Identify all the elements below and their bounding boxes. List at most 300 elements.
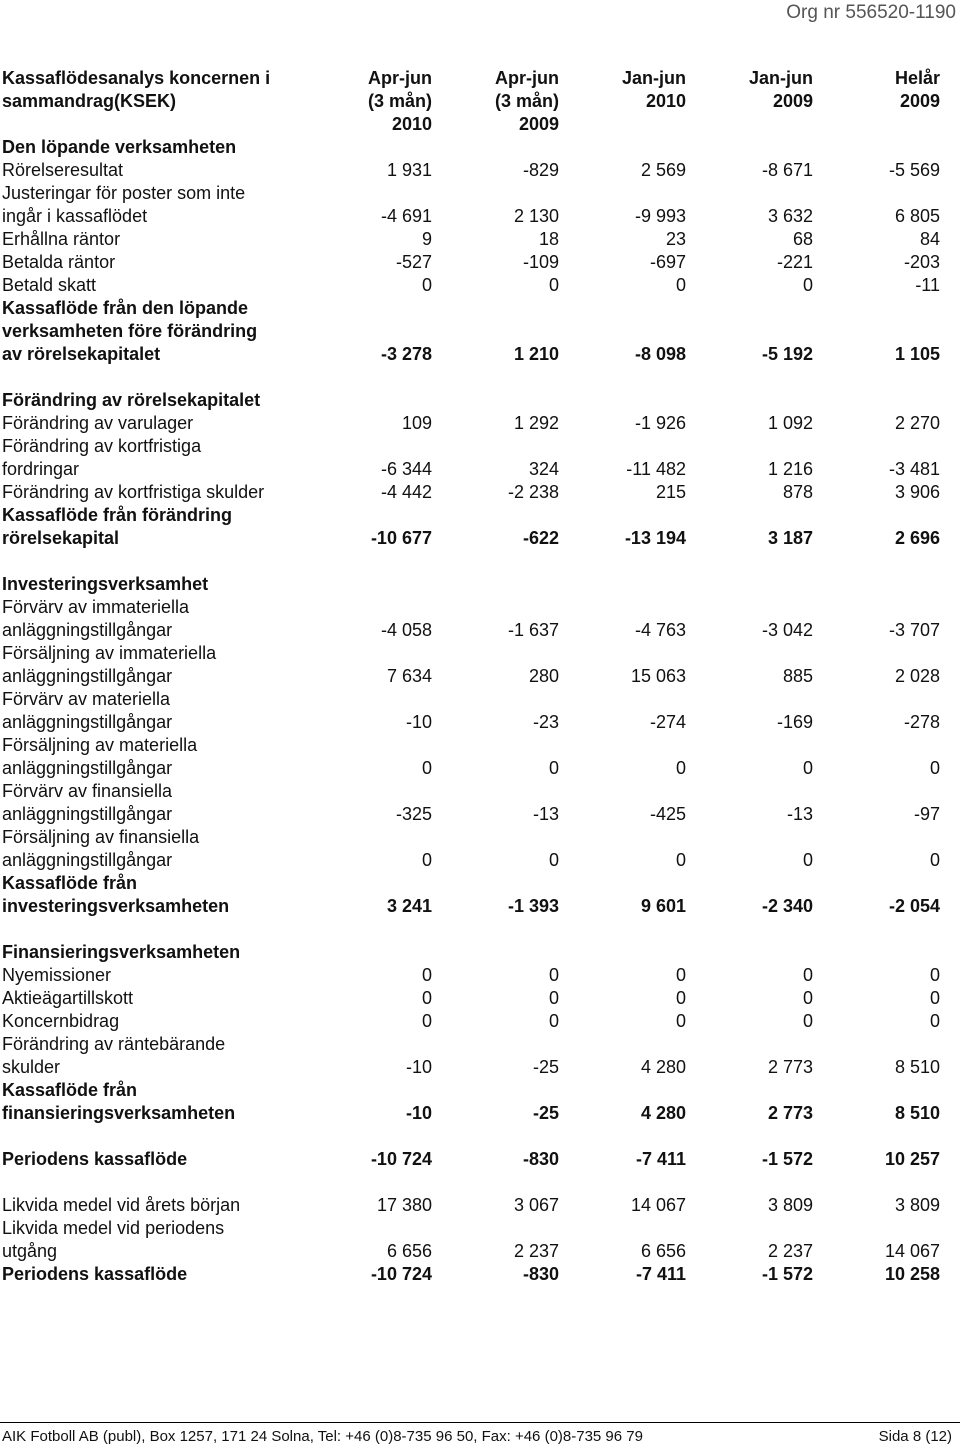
value-cell: 10 257 (884, 1149, 940, 1169)
value-cell: -622 (522, 528, 559, 548)
value-cell: 9 601 (640, 896, 686, 916)
value-cell (340, 573, 432, 596)
value-cell: 0 (548, 758, 559, 778)
value-cell (559, 297, 686, 320)
value-cell: 0 (548, 965, 559, 985)
value-cell (813, 826, 940, 849)
value-cell: -5 192 (761, 344, 813, 364)
value-cell: -10 (405, 1103, 432, 1123)
column-header: (3 mån) (367, 91, 432, 111)
value-cell (340, 182, 432, 205)
value-cell (340, 872, 432, 895)
row-label: Kassaflöde från (2, 873, 138, 893)
value-cell (686, 872, 813, 895)
value-cell: 68 (792, 229, 813, 249)
value-cell (686, 596, 813, 619)
column-header: 2009 (518, 114, 559, 134)
spacer-cell (2, 550, 940, 573)
value-cell: -109 (522, 252, 559, 272)
value-cell (340, 780, 432, 803)
value-cell (432, 1079, 559, 1102)
value-cell: 0 (802, 275, 813, 295)
value-cell (813, 573, 940, 596)
value-cell: 0 (929, 850, 940, 870)
table-title: Kassaflödesanalys koncernen i (2, 68, 271, 88)
table-row (2, 343, 940, 366)
table-row (2, 941, 940, 964)
spacer-cell (2, 918, 940, 941)
value-cell: -1 572 (761, 1149, 813, 1169)
value-cell: -2 238 (507, 482, 559, 502)
value-cell (686, 1217, 813, 1240)
value-cell (559, 596, 686, 619)
value-cell: -6 344 (380, 459, 432, 479)
cash-flow-table (2, 67, 940, 1286)
value-cell: 0 (421, 758, 432, 778)
row-label: anläggningstillgångar (2, 712, 173, 732)
value-cell: -4 442 (380, 482, 432, 502)
header-row (2, 113, 940, 136)
value-cell: 6 805 (894, 206, 940, 226)
value-cell (813, 596, 940, 619)
value-cell: -221 (776, 252, 813, 272)
value-cell: -9 993 (634, 206, 686, 226)
value-cell: 9 (421, 229, 432, 249)
value-cell: 23 (665, 229, 686, 249)
value-cell (559, 826, 686, 849)
value-cell: 0 (548, 988, 559, 1008)
value-cell: 10 258 (884, 1264, 940, 1284)
table-row (2, 1263, 940, 1286)
value-cell: -1 926 (634, 413, 686, 433)
value-cell: 280 (528, 666, 559, 686)
value-cell: 0 (675, 988, 686, 1008)
value-cell: 4 280 (640, 1057, 686, 1077)
value-cell (432, 872, 559, 895)
row-label: Förvärv av materiella (2, 689, 171, 709)
value-cell (559, 872, 686, 895)
row-label: skulder (2, 1057, 61, 1077)
row-label: verksamheten före förändring (2, 321, 258, 341)
table-row (2, 1102, 940, 1125)
table-row (2, 1033, 940, 1056)
value-cell: -10 (405, 1057, 432, 1077)
spacer-row (2, 918, 940, 941)
value-cell (340, 596, 432, 619)
column-header: Jan-jun (621, 68, 686, 88)
value-cell: 2 696 (894, 528, 940, 548)
value-cell (813, 642, 940, 665)
value-cell (686, 1079, 813, 1102)
table-row (2, 688, 940, 711)
value-cell: -1 637 (507, 620, 559, 640)
value-cell: -11 482 (626, 459, 686, 479)
value-cell: -3 042 (761, 620, 813, 640)
table-row (2, 964, 940, 987)
value-cell (559, 780, 686, 803)
row-label: Försäljning av materiella (2, 735, 198, 755)
value-cell (559, 182, 686, 205)
value-cell (813, 1079, 940, 1102)
row-label: Förändring av varulager (2, 413, 194, 433)
table-row (2, 228, 940, 251)
value-cell (813, 320, 940, 343)
value-cell (432, 642, 559, 665)
table-row (2, 458, 940, 481)
row-label: Förändring av räntebärande (2, 1034, 226, 1054)
table-row (2, 205, 940, 228)
value-cell: 8 510 (894, 1057, 940, 1077)
table-row (2, 136, 940, 159)
row-label: Investeringsverksamhet (2, 574, 209, 594)
footer-page-number: Sida 8 (12) (878, 1428, 952, 1445)
value-cell: -25 (532, 1057, 559, 1077)
value-cell (340, 642, 432, 665)
value-cell: 0 (802, 1011, 813, 1031)
value-cell (559, 573, 686, 596)
value-cell: -10 (405, 712, 432, 732)
value-cell (432, 826, 559, 849)
value-cell (340, 297, 432, 320)
value-cell: 14 067 (630, 1195, 686, 1215)
value-cell (432, 941, 559, 964)
value-cell: -13 (532, 804, 559, 824)
value-cell: 0 (421, 965, 432, 985)
value-cell: 885 (782, 666, 813, 686)
value-cell: -4 691 (380, 206, 432, 226)
value-cell (432, 389, 559, 412)
column-header: Jan-jun (748, 68, 813, 88)
value-cell: 84 (919, 229, 940, 249)
value-cell: 0 (929, 988, 940, 1008)
value-cell (340, 941, 432, 964)
row-label: Periodens kassaflöde (2, 1149, 188, 1169)
column-header (686, 113, 813, 136)
table-row (2, 872, 940, 895)
table-row (2, 251, 940, 274)
value-cell (432, 182, 559, 205)
value-cell (559, 941, 686, 964)
value-cell (813, 734, 940, 757)
table-row (2, 274, 940, 297)
table-row (2, 803, 940, 826)
value-cell: 0 (675, 275, 686, 295)
value-cell (340, 734, 432, 757)
value-cell: -697 (649, 252, 686, 272)
column-header: 2009 (899, 91, 940, 111)
value-cell: 0 (421, 275, 432, 295)
value-cell: -1 572 (761, 1264, 813, 1284)
value-cell: -13 194 (624, 528, 686, 548)
value-cell: -1 393 (507, 896, 559, 916)
value-cell: 8 510 (894, 1103, 940, 1123)
column-header (813, 113, 940, 136)
value-cell (340, 1217, 432, 1240)
value-cell: -97 (913, 804, 940, 824)
row-label: Förändring av kortfristiga skulder (2, 482, 265, 502)
table-title (2, 113, 340, 136)
table-row (2, 1010, 940, 1033)
value-cell: 3 809 (894, 1195, 940, 1215)
row-label: Kassaflöde från den löpande (2, 298, 249, 318)
value-cell: 1 216 (767, 459, 813, 479)
value-cell: 2 270 (894, 413, 940, 433)
table-row (2, 320, 940, 343)
value-cell: 878 (782, 482, 813, 502)
value-cell (686, 182, 813, 205)
spacer-cell (2, 366, 940, 389)
row-label: ingår i kassaflödet (2, 206, 148, 226)
table-row (2, 573, 940, 596)
row-label: anläggningstillgångar (2, 758, 173, 778)
table-row (2, 412, 940, 435)
value-cell: 7 634 (386, 666, 432, 686)
value-cell: 1 105 (894, 344, 940, 364)
value-cell: 0 (802, 988, 813, 1008)
table-row (2, 1194, 940, 1217)
value-cell: -10 677 (370, 528, 432, 548)
column-header: 2010 (391, 114, 432, 134)
column-header: Helår (894, 68, 940, 88)
spacer-row (2, 366, 940, 389)
value-cell: 6 656 (386, 1241, 432, 1261)
value-cell: 17 380 (376, 1195, 432, 1215)
row-label: Nyemissioner (2, 965, 112, 985)
table-row (2, 297, 940, 320)
value-cell: -278 (903, 712, 940, 732)
value-cell: 0 (802, 965, 813, 985)
value-cell: 0 (929, 1011, 940, 1031)
row-label: Kassaflöde från (2, 1080, 138, 1100)
value-cell (340, 1079, 432, 1102)
column-header: Apr-jun (495, 68, 559, 88)
value-cell (686, 136, 813, 159)
table-row (2, 642, 940, 665)
value-cell (559, 1033, 686, 1056)
value-cell (559, 1217, 686, 1240)
value-cell: -5 569 (888, 160, 940, 180)
value-cell: 2 028 (894, 666, 940, 686)
value-cell (813, 182, 940, 205)
table-row (2, 826, 940, 849)
value-cell (340, 389, 432, 412)
table-row (2, 665, 940, 688)
value-cell: 2 773 (767, 1057, 813, 1077)
value-cell (813, 872, 940, 895)
table-row (2, 481, 940, 504)
value-cell (813, 504, 940, 527)
row-label: Försäljning av immateriella (2, 643, 217, 663)
value-cell (813, 435, 940, 458)
value-cell: 2 237 (767, 1241, 813, 1261)
column-header (559, 113, 686, 136)
value-cell (432, 435, 559, 458)
value-cell (340, 504, 432, 527)
value-cell: 14 067 (884, 1241, 940, 1261)
row-label: rörelsekapital (2, 528, 120, 548)
value-cell: -3 278 (380, 344, 432, 364)
value-cell (432, 688, 559, 711)
value-cell: -4 058 (380, 620, 432, 640)
value-cell (813, 1217, 940, 1240)
value-cell (813, 1033, 940, 1056)
value-cell (686, 504, 813, 527)
row-label: Förändring av kortfristiga (2, 436, 202, 456)
row-label: Aktieägartillskott (2, 988, 134, 1008)
column-header: 2009 (772, 91, 813, 111)
row-label: Justeringar för poster som inte (2, 183, 246, 203)
value-cell: -11 (915, 275, 940, 295)
row-label: anläggningstillgångar (2, 804, 173, 824)
table-row (2, 734, 940, 757)
value-cell: 2 569 (640, 160, 686, 180)
column-header: 2010 (645, 91, 686, 111)
value-cell (813, 780, 940, 803)
value-cell: -829 (522, 160, 559, 180)
spacer-row (2, 1125, 940, 1148)
spacer-cell (2, 1171, 940, 1194)
row-label: av rörelsekapitalet (2, 344, 161, 364)
value-cell (432, 1217, 559, 1240)
value-cell (686, 941, 813, 964)
value-cell: -8 098 (634, 344, 686, 364)
value-cell (686, 1033, 813, 1056)
value-cell: 0 (421, 850, 432, 870)
value-cell (340, 1033, 432, 1056)
column-header: (3 mån) (494, 91, 559, 111)
row-label: Betalda räntor (2, 252, 116, 272)
value-cell: 0 (548, 850, 559, 870)
value-cell: 1 931 (386, 160, 432, 180)
row-label: fordringar (2, 459, 80, 479)
org-number: Org nr 556520-1190 (786, 2, 956, 23)
value-cell: 2 130 (513, 206, 559, 226)
value-cell: 215 (655, 482, 686, 502)
value-cell: -13 (786, 804, 813, 824)
value-cell: 0 (929, 965, 940, 985)
spacer-row (2, 550, 940, 573)
row-label: Koncernbidrag (2, 1011, 120, 1031)
value-cell: -203 (903, 252, 940, 272)
value-cell: 0 (421, 1011, 432, 1031)
value-cell: 1 092 (767, 413, 813, 433)
value-cell: 3 241 (386, 896, 432, 916)
value-cell: -10 724 (370, 1264, 432, 1284)
row-label: Försäljning av finansiella (2, 827, 200, 847)
table-row (2, 435, 940, 458)
value-cell (340, 688, 432, 711)
value-cell (813, 389, 940, 412)
value-cell (559, 734, 686, 757)
value-cell (559, 642, 686, 665)
row-label: investeringsverksamheten (2, 896, 230, 916)
value-cell: 0 (421, 988, 432, 1008)
value-cell (686, 389, 813, 412)
value-cell (340, 136, 432, 159)
table-row (2, 527, 940, 550)
table-row (2, 780, 940, 803)
value-cell: 0 (675, 1011, 686, 1031)
value-cell: 0 (675, 758, 686, 778)
value-cell: -425 (649, 804, 686, 824)
value-cell (432, 320, 559, 343)
table-row (2, 757, 940, 780)
value-cell: 0 (802, 758, 813, 778)
value-cell: 0 (548, 1011, 559, 1031)
value-cell (813, 688, 940, 711)
value-cell (813, 136, 940, 159)
value-cell (432, 297, 559, 320)
value-cell: -4 763 (634, 620, 686, 640)
value-cell (686, 734, 813, 757)
table-row (2, 504, 940, 527)
value-cell: 1 210 (513, 344, 559, 364)
value-cell (432, 573, 559, 596)
row-label: anläggningstillgångar (2, 666, 173, 686)
value-cell: -7 411 (635, 1149, 686, 1169)
spacer-cell (2, 1125, 940, 1148)
value-cell (559, 389, 686, 412)
value-cell (686, 826, 813, 849)
value-cell (559, 320, 686, 343)
value-cell (432, 1033, 559, 1056)
row-label: Förvärv av finansiella (2, 781, 173, 801)
spacer-row (2, 1171, 940, 1194)
value-cell: 3 187 (767, 528, 813, 548)
row-label: Den löpande verksamheten (2, 137, 237, 157)
value-cell: 109 (401, 413, 432, 433)
value-cell: 15 063 (630, 666, 686, 686)
row-label: anläggningstillgångar (2, 850, 173, 870)
header-row (2, 90, 940, 113)
value-cell: -10 724 (370, 1149, 432, 1169)
value-cell: -2 340 (761, 896, 813, 916)
value-cell (432, 136, 559, 159)
table-row (2, 711, 940, 734)
value-cell (813, 941, 940, 964)
value-cell (559, 504, 686, 527)
table-row (2, 1079, 940, 1102)
value-cell (686, 688, 813, 711)
value-cell (340, 435, 432, 458)
table-row (2, 849, 940, 872)
page-footer (0, 1422, 960, 1445)
value-cell: -7 411 (635, 1264, 686, 1284)
value-cell (559, 435, 686, 458)
row-label: Kassaflöde från förändring (2, 505, 233, 525)
value-cell: -3 707 (888, 620, 940, 640)
value-cell: 3 906 (894, 482, 940, 502)
row-label: finansieringsverksamheten (2, 1103, 236, 1123)
value-cell: 1 292 (513, 413, 559, 433)
row-label: utgång (2, 1241, 58, 1261)
value-cell: -8 671 (761, 160, 813, 180)
value-cell (813, 297, 940, 320)
value-cell (340, 320, 432, 343)
row-label: Periodens kassaflöde (2, 1264, 188, 1284)
table-row (2, 389, 940, 412)
table-row (2, 1056, 940, 1079)
row-label: anläggningstillgångar (2, 620, 173, 640)
value-cell: -169 (776, 712, 813, 732)
value-cell (432, 734, 559, 757)
value-cell: 0 (802, 850, 813, 870)
row-label: Erhållna räntor (2, 229, 121, 249)
value-cell: 324 (528, 459, 559, 479)
value-cell: 6 656 (640, 1241, 686, 1261)
value-cell (686, 780, 813, 803)
row-label: Förvärv av immateriella (2, 597, 190, 617)
